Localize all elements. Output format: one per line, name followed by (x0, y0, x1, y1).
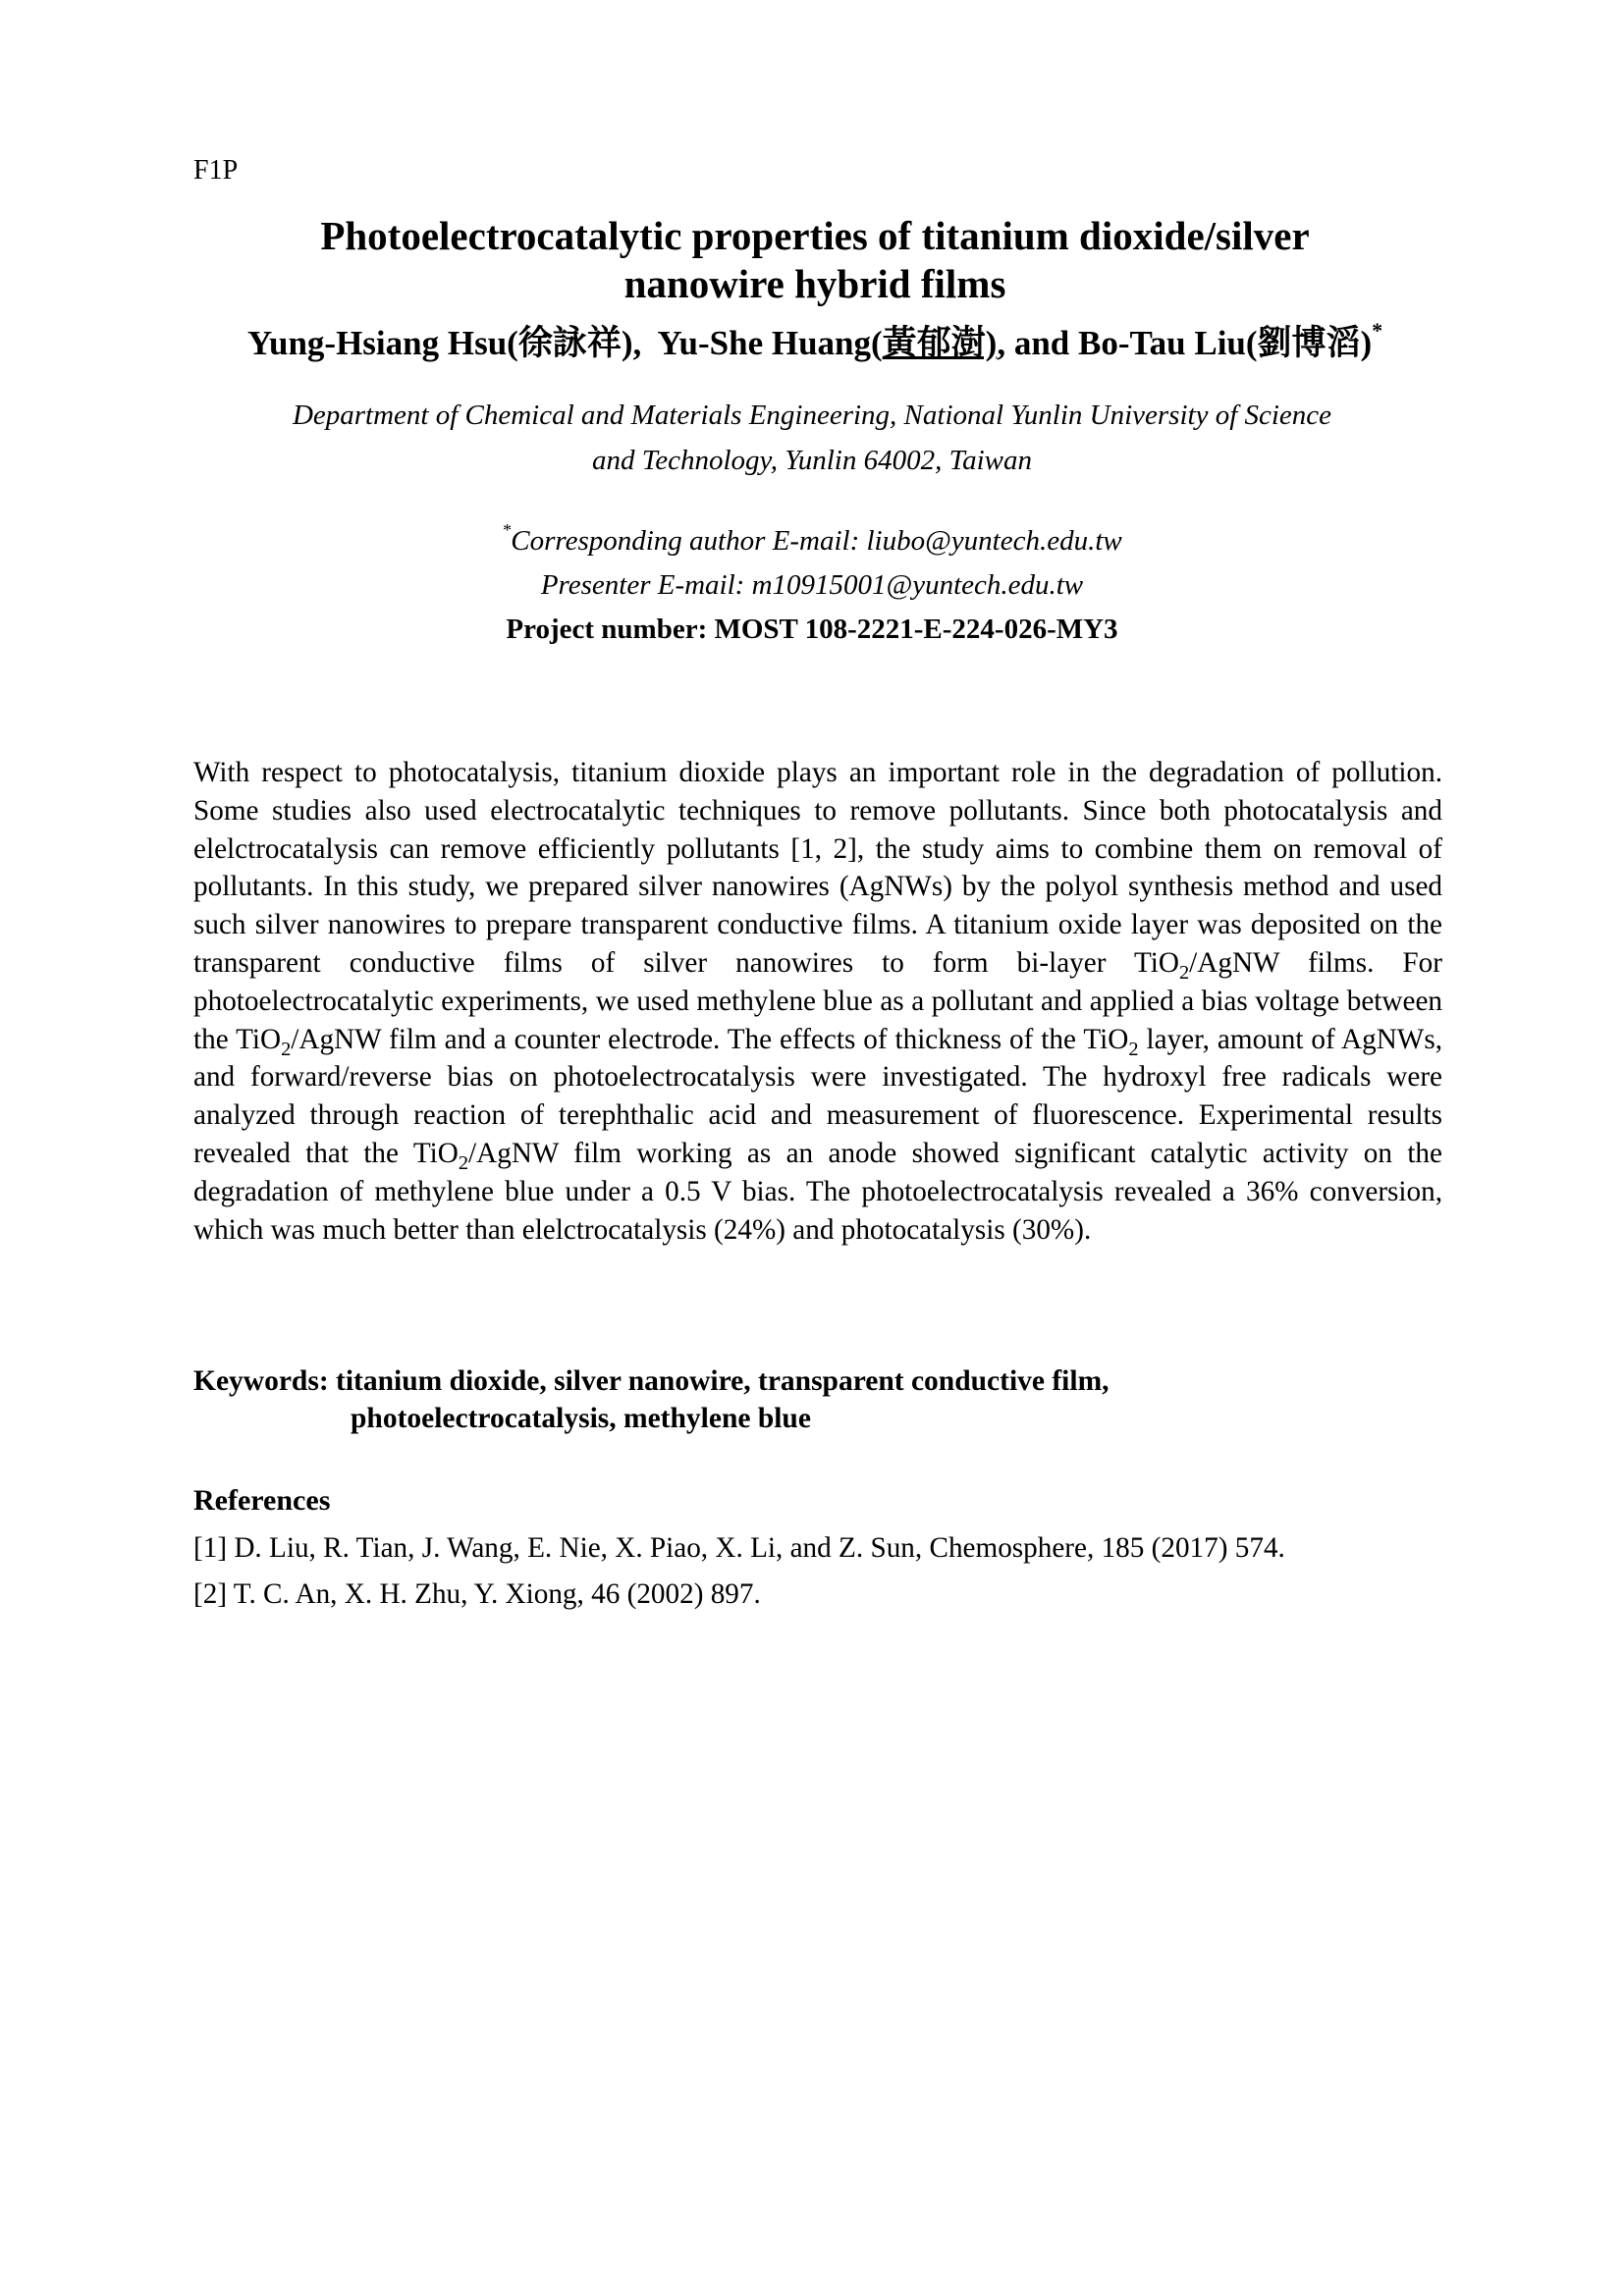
references-heading: References (193, 1484, 331, 1517)
author-2-separator: , (997, 324, 1006, 362)
corresponding-mark: * (502, 519, 512, 540)
author-list (147, 319, 1483, 365)
abstract-text-2: /AgNW films. For photoelectrocatalytic experiments, we used methylene blue as a pollutant and applied a bias voltage between the TiO (193, 946, 1442, 1055)
reference-list (193, 1529, 1442, 1621)
abstract-text-4: layer, amount of AgNWs, and forward/reverse bias on photoelectrocatalysis were investigated. The hydroxyl free radicals were analyzed through reaction of terephthalic acid and measurement of fluorescence. Experimental results revealed that the TiO (193, 1023, 1442, 1169)
paper-title (177, 212, 1453, 308)
affiliation-line-1: Department of Chemical and Materials Engineering, National Yunlin University of Science (292, 400, 1332, 431)
subscript-2: 2 (1128, 1038, 1139, 1060)
abstract-text-3: /AgNW film and a counter electrode. The effects of thickness of the TiO (291, 1023, 1129, 1055)
keywords-line-1: Keywords: titanium dioxide, silver nanowire, transparent conductive film, (193, 1365, 1110, 1397)
project-number: Project number: MOST 108-2221-E-224-026-MY3 (506, 614, 1118, 645)
affiliation-line-2: and Technology, Yunlin 64002, Taiwan (592, 445, 1032, 476)
keywords-line-2: photoelectrocatalysis, methylene blue (351, 1403, 811, 1434)
subscript-2: 2 (458, 1151, 469, 1174)
corresponding-author-mark: * (1372, 319, 1383, 344)
paper-code-label: F1P (193, 155, 239, 186)
author-1: Yung-Hsiang Hsu(徐詠祥), (246, 324, 642, 362)
affiliation (196, 393, 1428, 483)
subscript-2: 2 (1178, 961, 1190, 984)
reference-item: [2] T. C. An, X. H. Zhu, Y. Xiong, 46 (2002) 897. (193, 1577, 761, 1610)
contact-info (196, 519, 1428, 652)
subscript-2: 2 (281, 1038, 292, 1060)
corresponding-email (196, 519, 1428, 563)
abstract-paragraph (193, 754, 1442, 1249)
abstract-text-5: /AgNW film working as an anode showed significant catalytic activity on the degradation of methylene blue under a 0.5 V bias. The photoelectrocatalysis revealed a 36% conversion, which was much better than elelctrocatalysis (24%) and photocatalysis (30%). (193, 1137, 1442, 1246)
author-2-chinese-name: 黃郁澍) (882, 324, 998, 362)
abstract-text-1: With respect to photocatalysis, titanium dioxide plays an important role in the degradation of pollution. Some studies also used electrocatalytic techniques to remove pollutants. Since both photocatalysis and elelctrocatalysis can remove efficiently pollutants [1, 2], the study aims to combine them on removal of pollutants. In this study, we prepared silver nanowires (AgNWs) by the polyol synthesis method and used such silver nanowires to prepare transparent conductive films. A titanium oxide layer was deposited on the transparent conductive films of silver nanowires to form bi-layer TiO (193, 757, 1442, 979)
presenter-email: Presenter E-mail: m10915001@yuntech.edu.tw (540, 569, 1084, 601)
author-3: and Bo-Tau Liu(劉博滔) (1013, 324, 1373, 362)
reference-item: [1] D. Liu, R. Tian, J. Wang, E. Nie, X. Piao, X. Li, and Z. Sun, Chemosphere, 185 (2017) 574. (193, 1532, 1285, 1564)
corresponding-email-text: Corresponding author E-mail: liubo@yuntech.edu.tw (511, 525, 1122, 557)
title-line-2: nanowire hybrid films (623, 261, 1006, 306)
keywords (193, 1362, 1442, 1437)
title-line-1: Photoelectrocatalytic properties of titanium dioxide/silver (320, 213, 1310, 258)
author-2-name: Yu-She Huang( (657, 324, 883, 362)
